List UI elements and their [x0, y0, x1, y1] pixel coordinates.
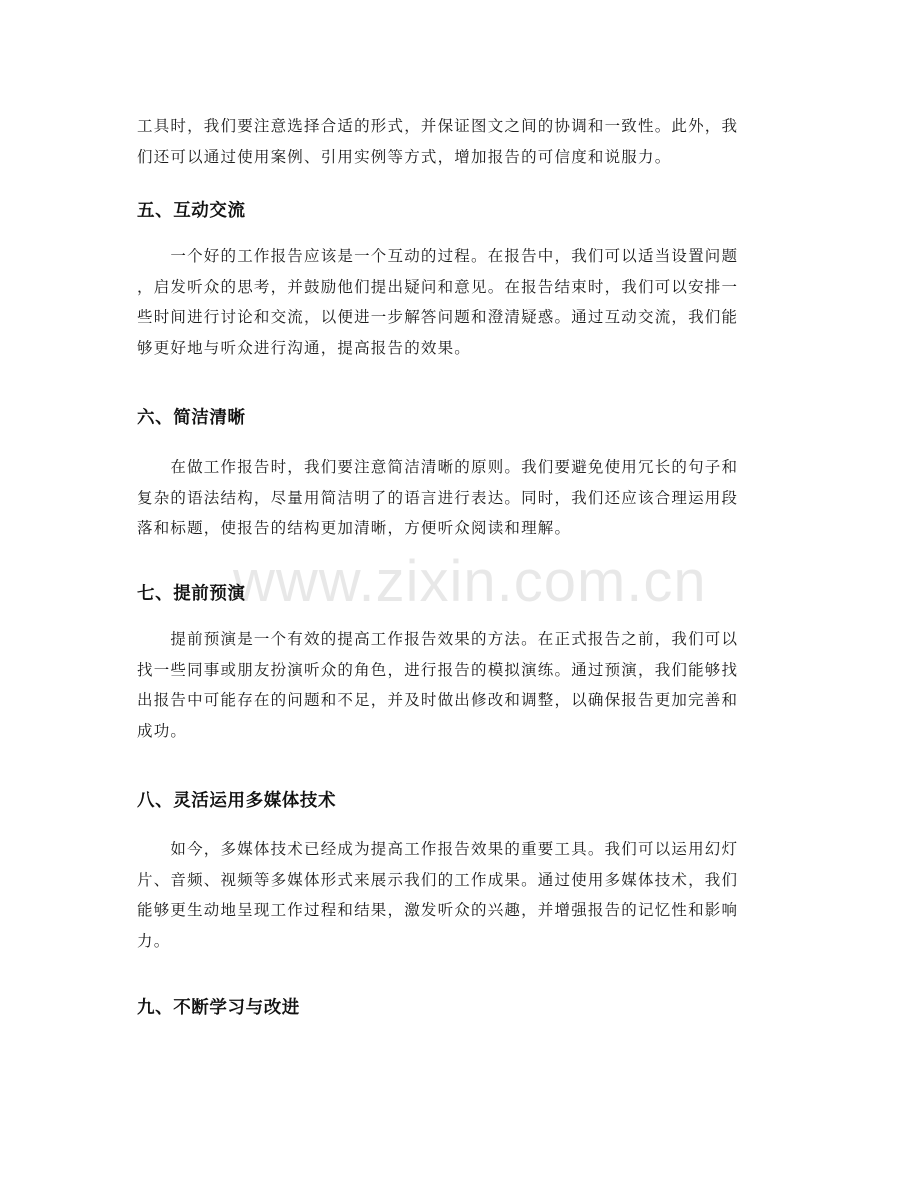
paragraph-line: 落和标题，使报告的结构更加清晰，方便听众阅读和理解。 [137, 519, 572, 538]
paragraph-line: 够更好地与听众进行沟通，提高报告的效果。 [137, 339, 472, 358]
section-heading-9: 九、不断学习与改进 [137, 998, 300, 1018]
paragraph-line: ，启发听众的思考，并鼓励他们提出疑问和意见。在报告结束时，我们可以安排一 [137, 277, 739, 296]
paragraph-line: 能够更生动地呈现工作过程和结果，激发听众的兴趣，并增强报告的记忆性和影响 [137, 901, 739, 920]
paragraph-line: 提前预演是一个有效的提高工作报告效果的方法。在正式报告之前，我们可以 [137, 630, 739, 648]
paragraph-line: 们还可以通过使用案例、引用实例等方式，增加报告的可信度和说服力。 [137, 147, 672, 166]
section-8-paragraph [137, 834, 785, 957]
paragraph-line: 些时间进行讨论和交流，以便进一步解答问题和澄清疑惑。通过互动交流，我们能 [137, 308, 739, 327]
section-6-paragraph [137, 452, 785, 544]
section-5-paragraph [137, 241, 785, 364]
paragraph-line: 出报告中可能存在的问题和不足，并及时做出修改和调整，以确保报告更加完善和 [137, 691, 739, 710]
section-heading-6: 六、简洁清晰 [137, 408, 246, 428]
section-heading-5: 五、互动交流 [137, 201, 246, 221]
section-heading-8: 八、灵活运用多媒体技术 [137, 791, 337, 811]
watermark-text: www.zixin.com.cn [233, 549, 707, 614]
paragraph-line: 成功。 [137, 722, 188, 741]
paragraph-line: 找一些同事或朋友扮演听众的角色，进行报告的模拟演练。通过预演，我们能够找 [137, 660, 739, 679]
paragraph-line: 工具时，我们要注意选择合适的形式，并保证图文之间的协调和一致性。此外，我 [137, 117, 739, 135]
paragraph-line: 在做工作报告时，我们要注意简洁清晰的原则。我们要避免使用冗长的句子和 [137, 458, 739, 476]
paragraph-line: 力。 [137, 932, 171, 951]
paragraph-line: 如今，多媒体技术已经成为提高工作报告效果的重要工具。我们可以运用幻灯 [137, 840, 739, 858]
section-heading-7: 七、提前预演 [137, 584, 246, 604]
paragraph-line: 复杂的语法结构，尽量用简洁明了的语言进行表达。同时，我们还应该合理运用段 [137, 488, 739, 507]
intro-paragraph [137, 111, 785, 172]
section-7-paragraph [137, 624, 785, 747]
paragraph-line: 一个好的工作报告应该是一个互动的过程。在报告中，我们可以适当设置问题 [137, 247, 739, 265]
paragraph-line: 片、音频、视频等多媒体形式来展示我们的工作成果。通过使用多媒体技术，我们 [137, 870, 739, 889]
